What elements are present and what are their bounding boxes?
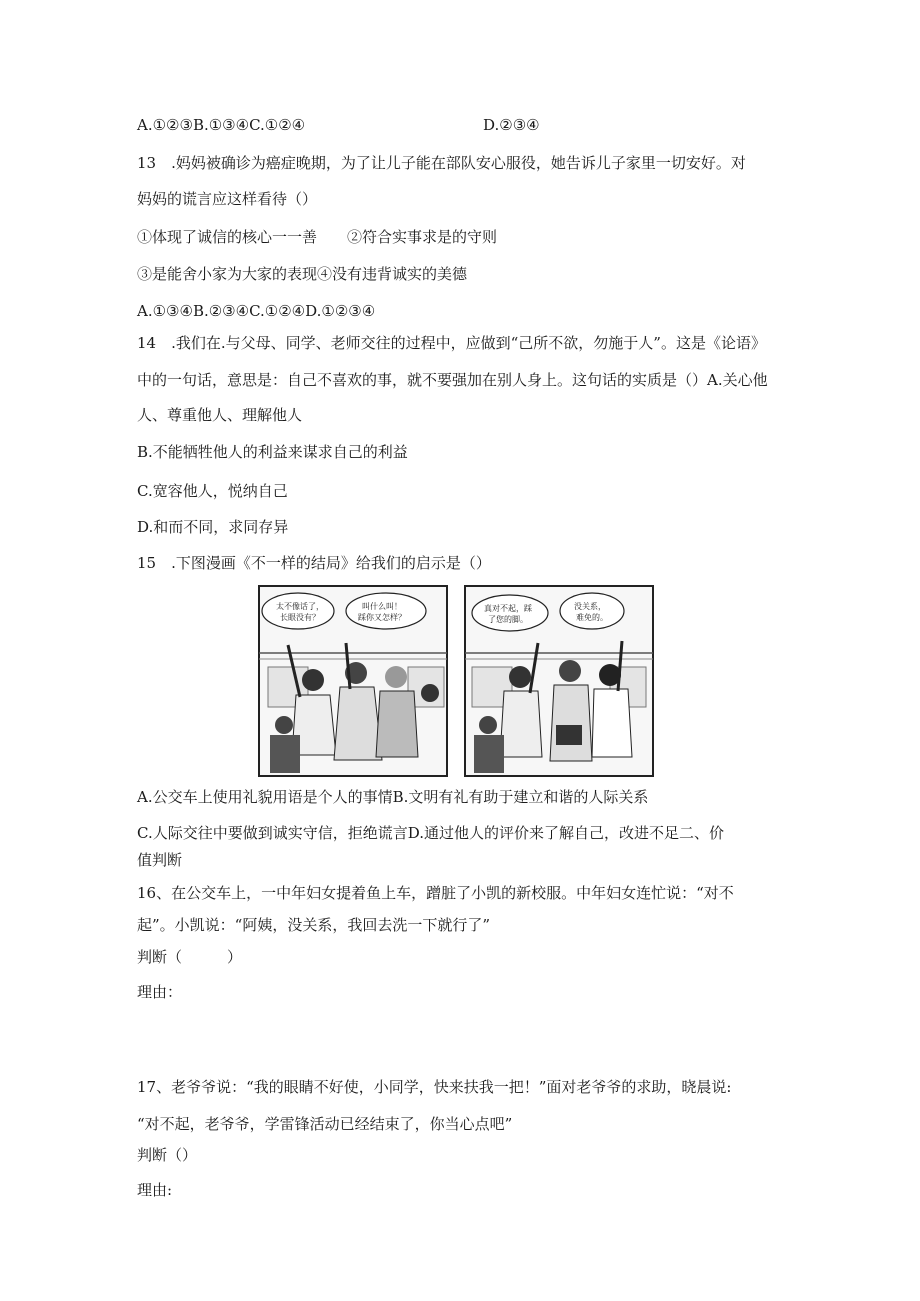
right-bubble1-line2: 了您的脚。 [488,615,528,624]
comic-panel-right [465,586,653,776]
q14-option-c: C.宽容他人，悦纳自己 [137,482,288,500]
q14-stem-line2: 中的一句话，意思是：自己不喜欢的事，就不要强加在别人身上。这句话的实质是（）A.关心他 [137,371,768,389]
q15-options-cd: C.人际交往中要做到诚实守信，拒绝谎言D.通过他人的评价来了解自己，改进不足二、价 [137,824,724,842]
right-bubble2-line1: 没关系， [574,602,606,611]
q15-options-ab: A.公交车上使用礼貌用语是个人的事情B.文明有礼有助于建立和谐的人际关系 [137,788,649,806]
q14-option-b: B.不能牺牲他人的利益来谋求自己的利益 [137,443,408,461]
q16-stem-line2: 起”。小凯说：“阿姨，没关系，我回去洗一下就行了” [137,916,491,934]
q15-stem: 15 .下图漫画《不一样的结局》给我们的启示是（） [137,554,491,572]
right-bubble2-line2: 难免的。 [576,613,608,622]
q16-reason: 理由： [137,983,183,1001]
left-bubble2-line2: 踩你又怎样？ [358,613,406,622]
q17-stem-line1: 17、老爷爷说：“我的眼睛不好使，小同学，快来扶我一把！”面对老爷爷的求助，晓晨说: [137,1078,732,1096]
q16-stem-line1: 16、在公交车上，一中年妇女提着鱼上车，蹭脏了小凯的新校服。中年妇女连忙说：“对不 [137,884,734,902]
q13-statements-2: ③是能舍小家为大家的表现④没有违背诚实的美德 [137,265,468,283]
q14-option-d: D.和而不同，求同存异 [137,518,289,536]
q13-stem-line1: 13 .妈妈被确诊为癌症晚期，为了让儿子能在部队安心服役，她告诉儿子家里一切安好。对 [137,154,746,172]
q16-judge: 判断（ ） [137,948,243,966]
q17-stem-line2: “对不起，老爷爷，学雷锋活动已经结束了，你当心点吧” [137,1115,513,1133]
q14-stem-line3: 人、尊重他人、理解他人 [137,406,303,424]
q14-stem-line1: 14 .我们在.与父母、同学、老师交往的过程中，应做到“己所不欲，勿施于人”。这是《论语》 [137,334,766,352]
comic-panel-left [259,586,447,776]
left-bubble1-line2: 长眼没有？ [280,613,320,622]
q13-options: A.①③④B.②③④C.①②④D.①②③④ [137,302,376,320]
q12-option-d: D.②③④ [483,116,540,134]
q13-statements-1: ①体现了诚信的核心一一善 ②符合实事求是的守则 [137,228,498,246]
left-bubble1-line1: 太不像话了， [276,602,324,611]
q17-reason: 理由: [137,1181,173,1199]
left-bubble2-line1: 叫什么叫！ [362,602,402,611]
q17-judge: 判断（） [137,1146,198,1164]
section-heading-continuation: 值判断 [137,851,183,869]
right-bubble1-line1: 真对不起，踩 [484,604,532,613]
q13-stem-line2: 妈妈的谎言应这样看待（） [137,190,318,208]
comic-illustration [258,585,654,777]
q12-options-abc: A.①②③B.①③④C.①②④ [137,116,306,134]
